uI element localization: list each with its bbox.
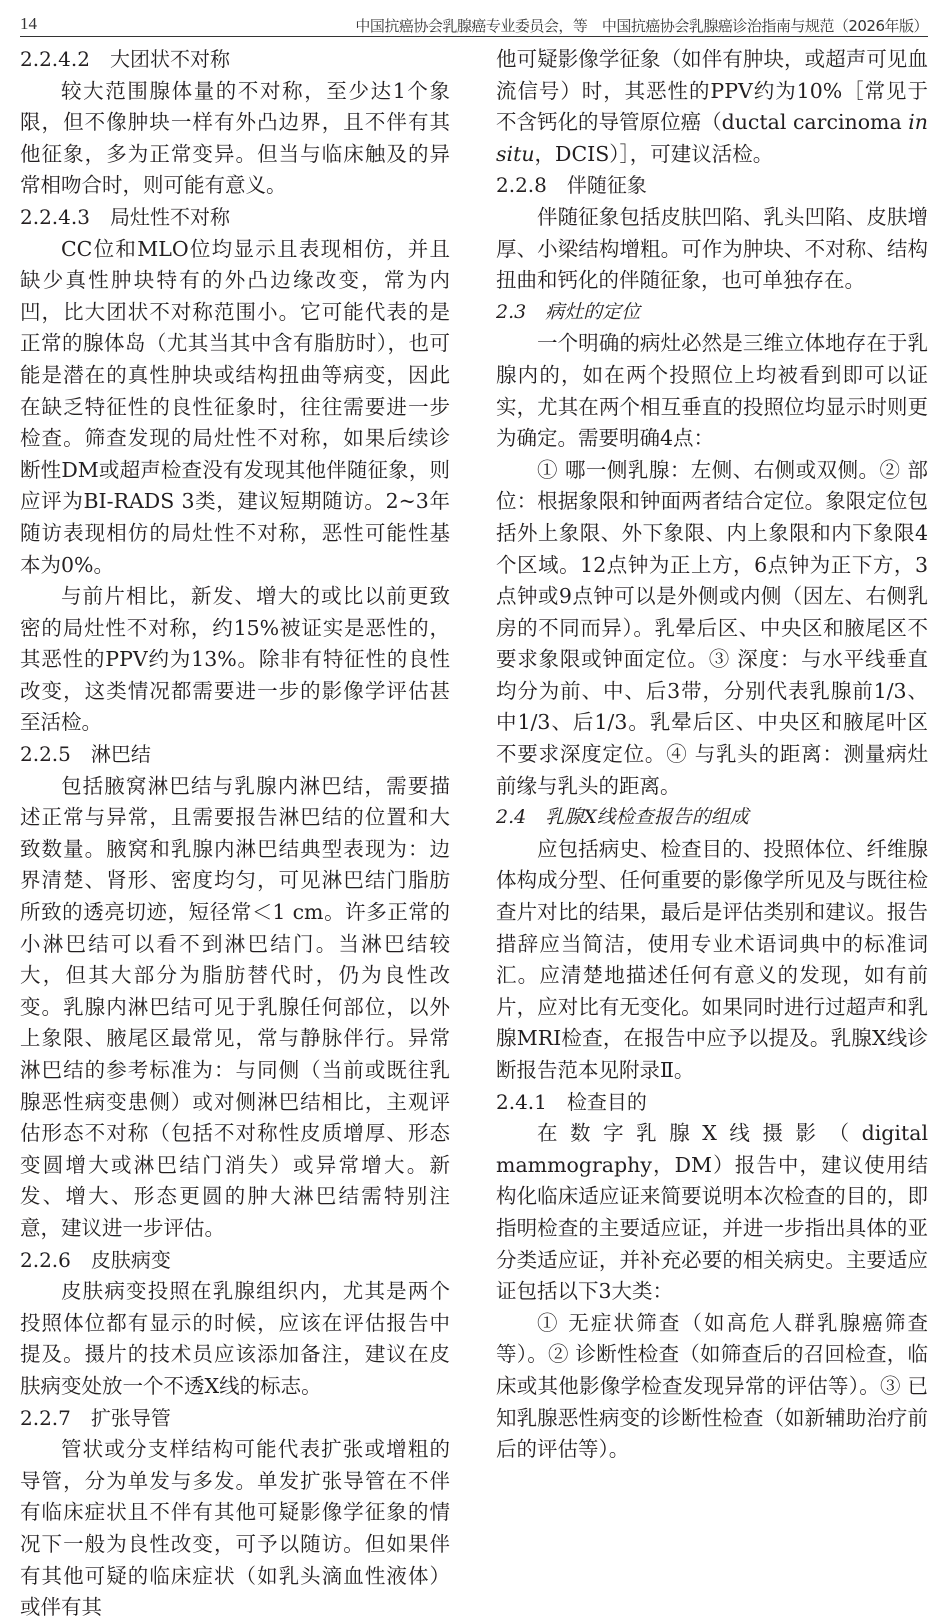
right-column <box>496 44 928 1466</box>
section-heading: 2.2.4.2 大团状不对称 <box>20 47 230 71</box>
text: ，DCIS）］，可建议活检。 <box>534 141 774 166</box>
paragraph: 管状或分支样结构可能代表扩张或增粗的导管，分为单发与多发。单发扩张导管在不伴有临床症状且不伴有其他可疑影像学征象的情况下一般为良性改变，可予以随访。但如果伴有其他可疑的临床症状（如乳头滴血性液体）或伴有其 <box>20 1437 450 1620</box>
paragraph: 一个明确的病灶必然是三维立体地存在于乳腺内的，如在两个投照位上均被看到即可以证实，尤其在两个相互垂直的投照位均显示时则更为确定。需要明确4点： <box>496 331 928 451</box>
section-heading: 2.4.1 检查目的 <box>496 1089 647 1114</box>
paragraph: CC位和MLO位均显示且表现相仿，并且缺少真性肿块特有的外凸边缘改变，常为内凹，比大团状不对称范围小。它可能代表的是正常的腺体岛（尤其当其中含有脂肪时），也可能是潜在的真性肿块或结构扭曲等病变，因此在缺乏特征性的良性征象时，往往需要进一步检查。筛查发现的局灶性不对称，如果后续诊断性DM或超声检查没有发现其他伴随征象，则应评为BI-RADS 3类，建议短期随访。2~3年随访表现相仿的局灶性不对称，恶性可能性基本为0%。 <box>20 236 450 577</box>
paragraph: 应包括病史、检查目的、投照体位、纤维腺体构成分型、任何重要的影像学所见及与既往检查片对比的结果，最后是评估类别和建议。报告措辞应当简洁，使用专业术语词典中的标准词汇。应清楚地描述任何有意义的发现，如有前片，应对比有无变化。如果同时进行过超声和乳腺MRI检查，在报告中应予以提及。乳腺X线诊断报告范本见附录Ⅱ。 <box>496 836 928 1082</box>
section-heading: 2.2.5 淋巴结 <box>20 742 151 767</box>
paragraph: ① 无症状筛查（如高危人群乳腺癌筛查等）。② 诊断性检查（如筛查后的召回检查，临床或其他影像学检查发现异常的评估等）。③ 已知乳腺恶性病变的诊断性检查（如新辅助治疗前后的评估等）。 <box>496 1310 928 1462</box>
left-column <box>20 44 450 1624</box>
paragraph: 与前片相比，新发、增大的或比以前更致密的局灶性不对称，约15%被证实是恶性的，其恶性的PPV约为13%。除非有特征性的良性改变，这类情况都需要进一步的影像学评估甚至活检。 <box>20 584 450 735</box>
italic-term: in situ <box>496 110 928 166</box>
paragraph: ① 哪一侧乳腺：左侧、右侧或双侧。② 部位：根据象限和钟面两者结合定位。象限定位包括外上象限、外下象限、内上象限和内下象限4个区域。12点钟为正上方，6点钟为正下方，3点钟或9点钟可以是外侧或内侧（因左、右侧乳房的不同而异）。乳晕后区、中央区和腋尾区不要求象限或钟面定位。③ 深度：与水平线垂直均分为前、中、后3带，分别代表乳腺前1/3、中1/3、后1/3。乳晕后区、中央区和腋尾叶区不要求深度定位。④ 与乳头的距离：测量病灶前缘与乳头的距离。 <box>496 457 928 798</box>
text: 他可疑影像学征象（如伴有肿块，或超声可见血流信号）时，其恶性的PPV约为10%［常见于不含钙化的导管原位癌（ductal carcinoma <box>496 47 928 135</box>
section-heading: 2.4 乳腺X线检查报告的组成 <box>496 806 749 829</box>
section-heading: 2.2.7 扩张导管 <box>20 1405 171 1430</box>
paragraph: 皮肤病变投照在乳腺组织内，尤其是两个投照体位都有显示的时候，应该在评估报告中提及。摄片的技术员应该添加备注，建议在皮肤病变处放一个不透X线的标志。 <box>20 1279 450 1398</box>
section-heading: 2.2.8 伴随征象 <box>496 173 647 198</box>
paragraph-continued <box>496 44 928 170</box>
section-heading: 2.2.4.3 局灶性不对称 <box>20 204 230 229</box>
paragraph: 包括腋窝淋巴结与乳腺内淋巴结，需要描述正常与异常，且需要报告淋巴结的位置和大致数量。腋窝和乳腺内淋巴结典型表现为：边界清楚、肾形、密度均匀，可见淋巴结门脂肪所致的透亮切迹，短径常＜1 cm。许多正常的小淋巴结可以看不到淋巴结门。当淋巴结较大，但其大部分为脂肪替代时，仍为良性改变。乳腺内淋巴结可见于乳腺任何部位，以外上象限、腋尾区最常见，常与静脉伴行。异常淋巴结的参考标准为：与同侧（当前或既往乳腺恶性病变患侧）或对侧淋巴结相比，主观评估形态不对称（包括不对称性皮质增厚、形态变圆增大或淋巴结门消失）或异常增大。新发、增大、形态更圆的肿大淋巴结需特别注意，建议进一步评估。 <box>20 773 450 1240</box>
paragraph: 较大范围腺体量的不对称，至少达1个象限，但不像肿块一样有外凸边界，且不伴有其他征象，多为正常变异。但当与临床触及的异常相吻合时，则可能有意义。 <box>20 78 450 198</box>
paragraph: 伴随征象包括皮肤凹陷、乳头凹陷、皮肤增厚、小梁结构增粗。可作为肿块、不对称、结构扭曲和钙化的伴随征象，也可单独存在。 <box>496 204 928 293</box>
running-header <box>20 10 928 37</box>
section-heading: 2.3 病灶的定位 <box>496 300 641 323</box>
running-title: 中国抗癌协会乳腺癌专业委员会，等 中国抗癌协会乳腺癌诊治指南与规范（2026年版） <box>355 17 928 35</box>
section-heading: 2.2.6 皮肤病变 <box>20 1247 171 1272</box>
page-number: 14 <box>20 14 37 33</box>
paragraph: 在数字乳腺X线摄影（digital mammography，DM）报告中，建议使用结构化临床适应证来简要说明本次检查的目的，即指明检查的主要适应证，并进一步指出具体的亚分类适应证，并补充必要的相关病史。主要适应证包括以下3大类： <box>496 1121 928 1304</box>
